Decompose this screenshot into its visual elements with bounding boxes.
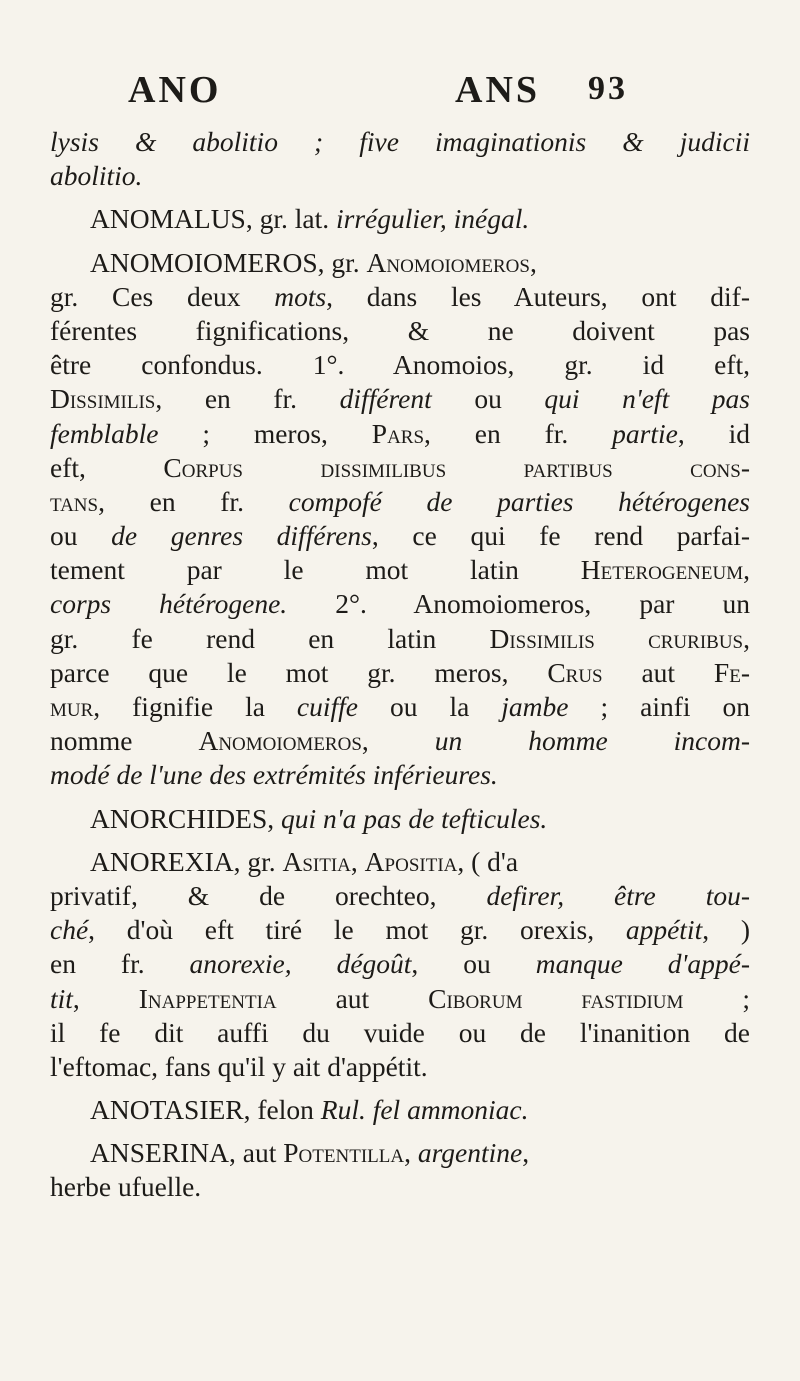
text-line: ché, d'où eft tiré le mot gr. orexis, appétit, )	[50, 914, 750, 946]
dictionary-text	[50, 125, 750, 1205]
page-header	[0, 68, 800, 124]
text-line: tans, en fr. compofé de parties hétérogenes	[50, 485, 750, 517]
text-line: nomme Anomoiomeros, un homme incom-	[50, 725, 750, 757]
text-line: corps hétérogene. 2°. Anomoiomeros, par un	[50, 588, 750, 620]
text-line: férentes fignifications, & ne doivent pas	[50, 314, 750, 346]
text-line: être confondus. 1°. Anomoios, gr. id eft,	[50, 349, 750, 381]
text-line: ANOREXIA, gr. Asitia, Apositia, ( d'a	[90, 845, 519, 877]
running-head-center: ANS	[455, 69, 541, 111]
text-line: parce que le mot gr. meros, Crus aut Fe-	[50, 656, 750, 688]
text-line: ANOMALUS, gr. lat. irrégulier, inégal.	[90, 203, 530, 235]
page-number: 93	[588, 70, 628, 107]
text-line: ou de genres différens, ce qui fe rend parfai-	[50, 520, 751, 552]
text-line: ANOMOIOMEROS, gr. Anomoiomeros,	[90, 246, 537, 278]
text-line: ANORCHIDES, qui n'a pas de tefticules.	[90, 802, 548, 834]
text-line: eft, Corpus dissimilibus partibus cons-	[50, 451, 750, 483]
text-line: ANSERINA, aut Potentilla, argentine,	[90, 1137, 530, 1169]
text-line: privatif, & de orechteo, defirer, être tou-	[50, 879, 750, 911]
text-line: mur, fignifie la cuiffe ou la jambe ; ainfi on	[50, 691, 750, 722]
text-line: l'eftomac, fans qu'il y ait d'appétit.	[50, 1050, 428, 1082]
text-line: gr. Ces deux mots, dans les Auteurs, ont dif-	[50, 280, 750, 312]
text-line: ANOTASIER, felon Rul. fel ammoniac.	[90, 1094, 529, 1126]
text-line: tement par le mot latin Heterogeneum,	[50, 554, 750, 586]
text-line: abolitio.	[50, 160, 143, 192]
running-head-left: ANO	[128, 69, 222, 111]
text-line: lysis & abolitio ; five imaginationis & judicii	[50, 126, 750, 157]
text-line: il fe dit auffi du vuide ou de l'inanition de	[50, 1016, 750, 1048]
text-line: tit, Inappetentia aut Ciborum fastidium ;	[50, 982, 750, 1014]
text-line: en fr. anorexie, dégoût, ou manque d'appé-	[50, 948, 750, 980]
text-line: modé de l'une des extrémités inférieures.	[50, 759, 498, 791]
text-line: herbe ufuelle.	[50, 1171, 202, 1203]
text-line: Dissimilis, en fr. différent ou qui n'eft pas	[50, 383, 750, 415]
text-line: femblable ; meros, Pars, en fr. partie, id	[50, 417, 750, 449]
text-line: gr. fe rend en latin Dissimilis cruribus,	[50, 622, 750, 654]
